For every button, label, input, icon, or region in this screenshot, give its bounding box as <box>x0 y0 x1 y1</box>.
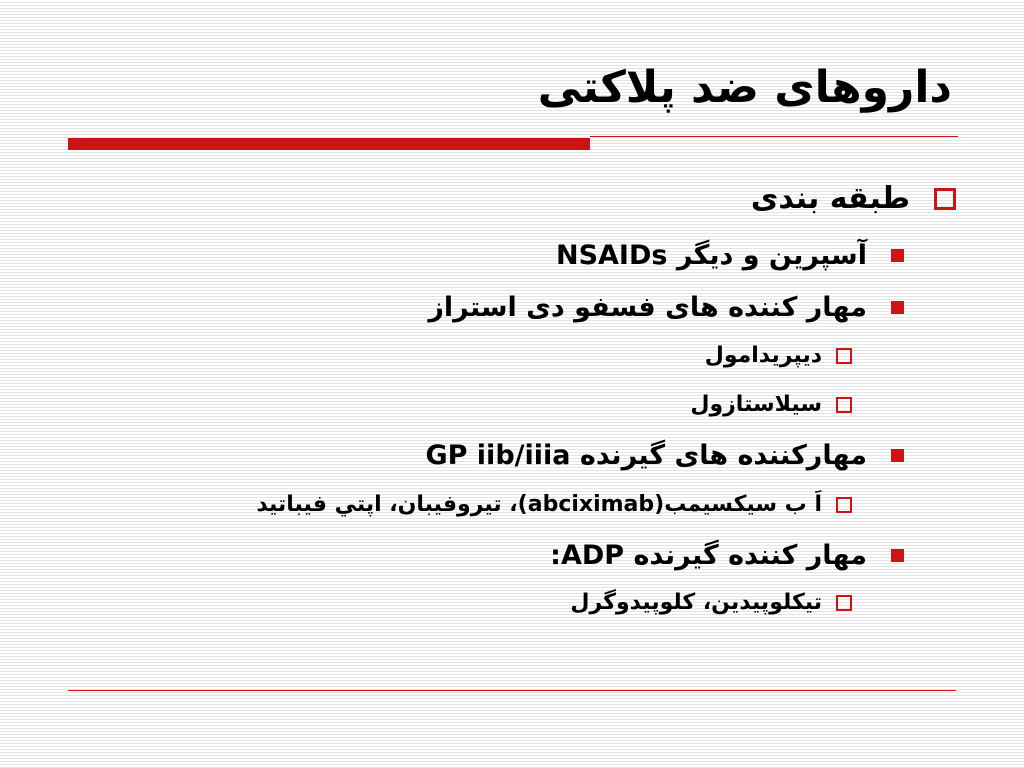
slide-title: داروهای ضد پلاکتی <box>537 62 952 113</box>
hollow-square-bullet-icon <box>934 188 956 210</box>
bullet-text: آسپرین و دیگر NSAIDs <box>555 240 867 271</box>
filled-square-bullet-icon <box>891 249 904 262</box>
hollow-square-bullet-icon <box>836 348 852 364</box>
filled-square-bullet-icon <box>891 549 904 562</box>
footer-rule <box>68 690 956 691</box>
bullet-pde-inhibitors <box>428 294 904 321</box>
bullet-text: اَ ب سیکسیمب(abciximab)، تیروفیبان، اپتي فيباتيد <box>256 492 822 517</box>
bullet-text: مهار کننده های فسفو دی استراز <box>428 292 867 323</box>
bullet-ticlopidine <box>570 592 852 614</box>
bullet-classification <box>750 181 956 216</box>
bullet-text: مهارکننده های گیرنده GP iib/iiia <box>425 440 867 471</box>
bullet-gp-inhibitors <box>425 442 904 469</box>
bullet-cilostazol <box>690 394 852 416</box>
hollow-square-bullet-icon <box>836 595 852 611</box>
filled-square-bullet-icon <box>891 301 904 314</box>
bullet-text: تیکلوپیدین، کلوپیدوگرل <box>570 590 822 615</box>
bullet-dipyridamole <box>705 345 852 367</box>
hollow-square-bullet-icon <box>836 397 852 413</box>
title-underline-rule <box>590 136 958 137</box>
bullet-text: مهار کننده گیرنده ADP: <box>550 540 867 571</box>
bullet-adp-inhibitors <box>550 542 904 569</box>
hollow-square-bullet-icon <box>836 497 852 513</box>
title-underline-bar <box>68 138 590 150</box>
bullet-text: طبقه بندی <box>750 181 910 216</box>
bullet-text: دیپریدامول <box>704 343 822 368</box>
filled-square-bullet-icon <box>891 449 904 462</box>
bullet-text: سیلاستازول <box>690 392 822 417</box>
bullet-aspirin-nsaids <box>556 242 904 269</box>
bullet-abciximab <box>256 494 852 516</box>
